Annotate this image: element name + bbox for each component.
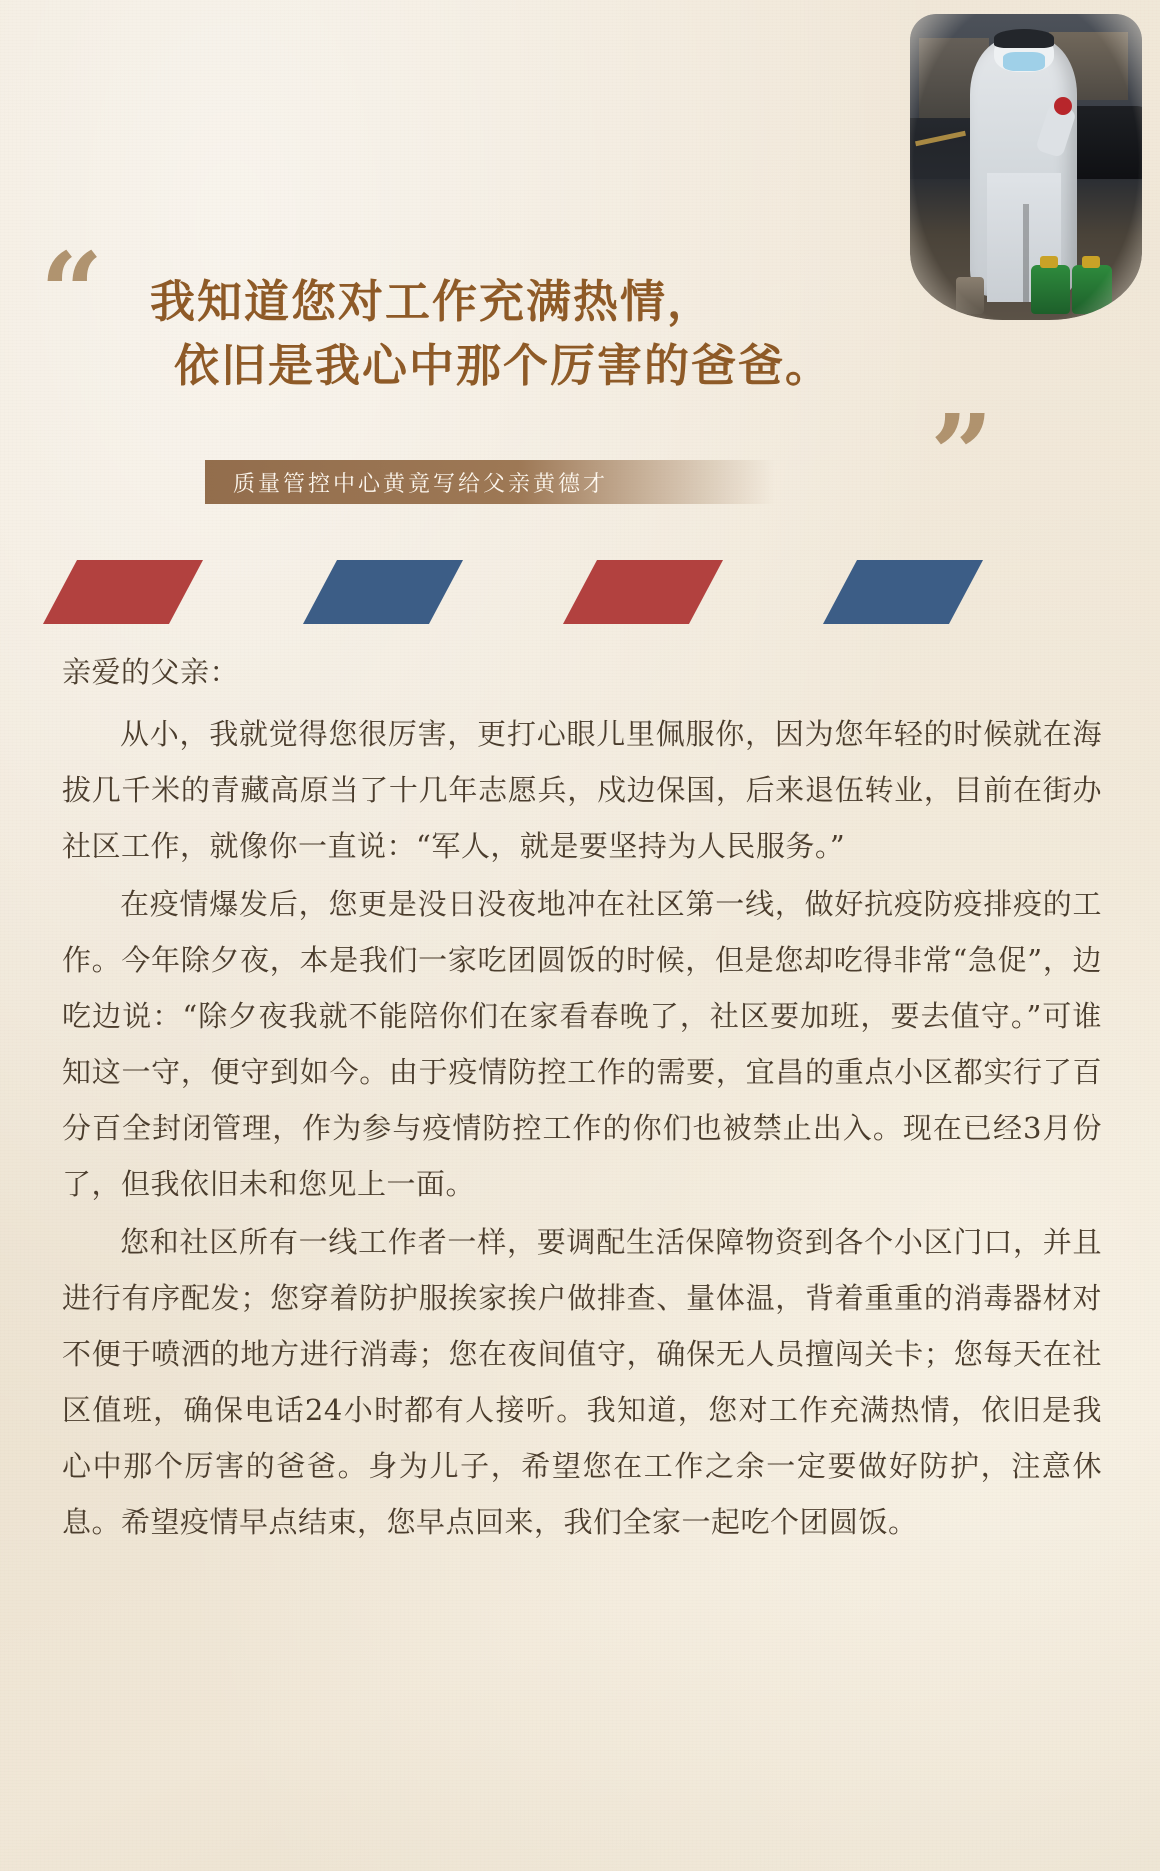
photo-person-leg-gap [1023,204,1030,302]
photo-sprayer-tank-left [1031,265,1070,314]
letter-body [62,645,1102,1553]
divider-bar-red-2 [554,560,731,624]
photo-sprayer-tank-right [1072,265,1111,314]
quote-open-icon: “ [40,228,98,357]
photo-person-cap [994,29,1054,47]
letter-paragraph: 从小，我就觉得您很厉害，更打心眼儿里佩服你，因为您年轻的时候就在海拔几千米的青藏高原当了十几年志愿兵，戍边保国，后来退伍转业，目前在街办社区工作，就像你一直说：“军人，就是要坚持为人民服务。” [62,716,1102,863]
quote-close-icon: ” [930,390,988,519]
byline-banner [205,460,775,504]
worker-photo-image [910,14,1142,320]
photo-road-marking [915,131,966,147]
headline-line-1: 我知道您对工作充满热情， [150,275,715,328]
letter-paragraph: 您和社区所有一线工作者一样，要调配生活保障物资到各个小区门口，并且进行有序配发；您穿着防护服挨家挨户做排查、量体温，背着重重的消毒器材对不便于喷洒的地方进行消毒；您在夜间值守，确保无人员擅闯关卡；您每天在社区值班，确保电话24小时都有人接听。我知道，您对工作充满热情，依旧是我心中那个厉害的爸爸。身为儿子，希望您在工作之余一定要做好防护，注意休息。希望疫情早点结束，您早点回来，我们全家一起吃个团圆饭。 [62,1224,1102,1539]
divider-bar-blue-1 [294,560,471,624]
photo-sprayer-cap-left [1040,256,1059,268]
byline-text: 质量管控中心黄竟写给父亲黄德才 [233,471,609,497]
headline [150,270,940,398]
divider-bar-red-1 [34,560,211,624]
letter-paragraph: 在疫情爆发后，您更是没日没夜地冲在社区第一线，做好抗疫防疫排疫的工作。今年除夕夜，本是我们一家吃团圆饭的时候，但是您却吃得非常“急促”，边吃边说：“除夕夜我就不能陪你们在家看春晚了，社区要加班，要去值守。”可谁知这一守，便守到如今。由于疫情防控工作的需要，宜昌的重点小区都实行了百分百全封闭管理，作为参与疫情防控工作的你们也被禁止出入。现在已经3月份了，但我依旧未和您见上一面。 [62,886,1102,1201]
photo-sprayer-cap-right [1082,256,1101,268]
worker-photo [910,14,1142,320]
letter-salutation: 亲爱的父亲： [62,655,240,689]
divider-bar-blue-2 [814,560,991,624]
photo-bucket [956,277,984,314]
photo-person-face-mask [1003,52,1045,70]
photo-rose [1054,97,1072,115]
airmail-divider [0,560,1160,624]
headline-line-2: 依旧是我心中那个厉害的爸爸。 [174,338,833,392]
poster-header [0,0,1160,560]
